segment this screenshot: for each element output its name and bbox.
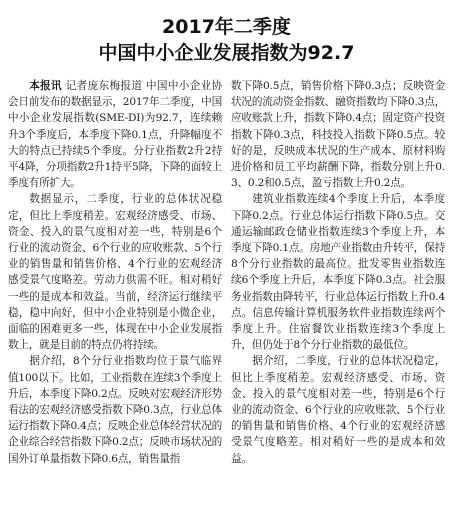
column-left bbox=[8, 78, 222, 506]
paragraph-3: 据介绍，8个分行业指数均位于景气临界值100以下。比如，工业指数在连续3个季度上升后，本季度下降0.2点。反映对宏观经济形势看法的宏观经济感受指数下降0.3点，行业总体运行指数下降0.4点；反映企业总体经营状况的企业综合经营指数下降0.2点；反映市场状况的国外订单量指数下降0.6点，销售量指 bbox=[8, 355, 222, 465]
headline-line-2: 中国中小企业发展指数为92.7 bbox=[98, 42, 355, 64]
headline-line-1: 2017年二季度 bbox=[162, 16, 291, 38]
paragraph-1-text: 记者庞东梅报道 中国中小企业协会日前发布的数据显示，2017年二季度，中国中小企业发展指数(SME-DI)为92.7，连续赖升3个季度后，本季度下降0.1点，升降幅度不大的特点已持续5个季度。分行业指数2升2持平4降，分项指数2升1持平5降，下降的面较上季度有所扩大。 bbox=[8, 80, 222, 190]
paragraph-5: 据介绍，二季度，行业的总体状况稳定，但比上季度稍差。宏观经济感受、市场、资金、投入的景气度相对差一些，特别是6个行业的流动资金、6个行业的应收账款、5个行业的销售量和销售价格、4个行业的宏观经济感受景气度略差。相对稍好一些的是成本和效益。 bbox=[231, 355, 445, 465]
column-right bbox=[231, 78, 445, 506]
byline-label: 本报讯 bbox=[29, 80, 62, 92]
paragraph-3-continued: 数下降0.5点，销售价格下降0.3点；反映资金状况的流动资金指数、融资指数均下降0.3点，应收账款上升，指数下降0.4点；固定资产投资指数下降0.3点，科技投入指数下降0.5点。较好的是，反映成本状况的生产成本、原材料购进价格和员工平均薪酬下降，指数分别上升0.3、0.2和0.5点，盈亏指数上升0.2点。 bbox=[231, 80, 445, 190]
paragraph-1 bbox=[8, 78, 222, 191]
article-body bbox=[8, 78, 445, 506]
paragraph-2: 数据显示，二季度，行业的总体状况稳定，但比上季度稍差。宏观经济感受、市场、资金、投入的景气度相对差一些，特别是6个行业的流动资金、6个行业的应收账款、5个行业的销售量和销售价格、4个行业的宏观经济感受景气度略差。劳动力供需不旺。相对稍好一些的是成本和效益。当前，经济运行继续平稳，稳中向好，但中小企业特别是小微企业，面临的困难更多一些，体现在中小企业发展指数上，就是目前的特点仍将持续。 bbox=[8, 193, 222, 352]
article-headline bbox=[0, 14, 453, 66]
paragraph-4: 建筑业指数连续4个季度上升后，本季度下降0.2点。行业总体运行指数下降0.5点。交通运输邮政仓储业指数连续3个季度上升，本季度下降0.1点。房地产业指数由升转平，保持8个分行业指数的最高位。批发零售业指数连续6个季度上升后，本季度下降0.3点。社会服务业指数由降转平，行业总体运行指数上升0.4点。信息传输计算机服务软件业指数连续两个季度上升。住宿餐饮业指数连续3个季度上升，但仍处于8个分行业指数的最低位。 bbox=[231, 193, 445, 352]
